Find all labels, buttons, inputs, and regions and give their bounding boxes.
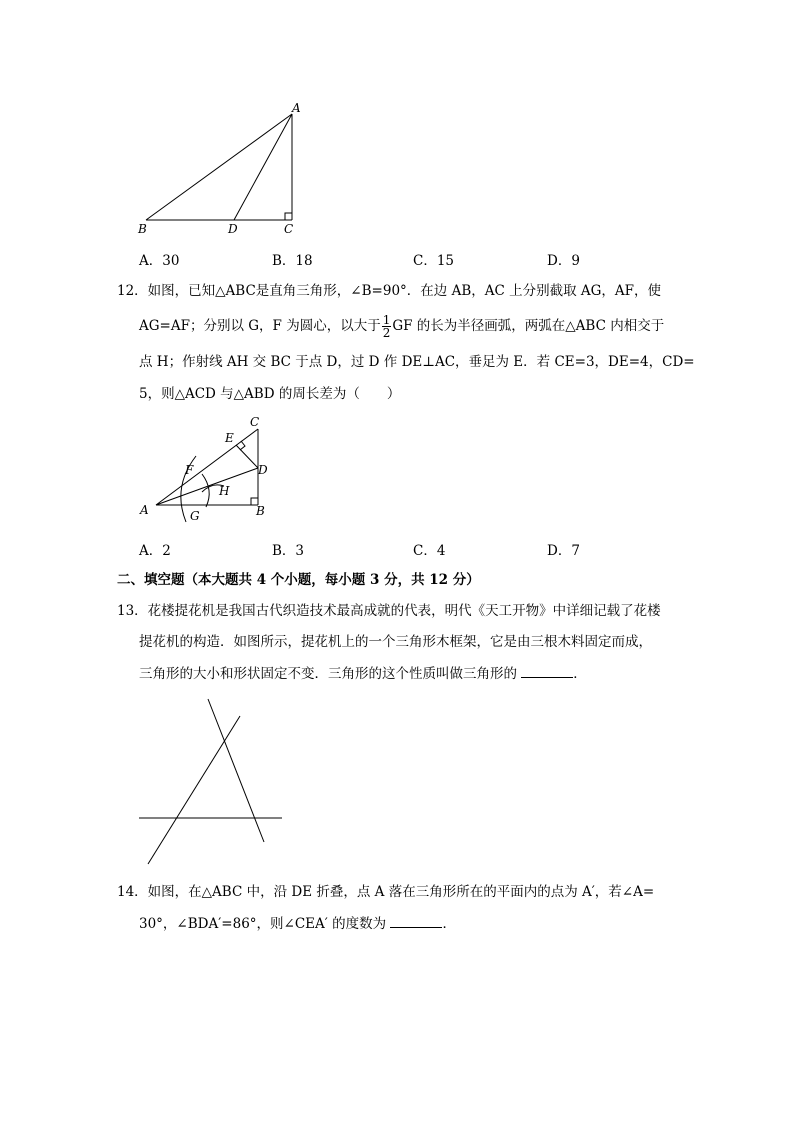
- label-C: C: [284, 222, 294, 236]
- q14-line-2: [139, 914, 456, 934]
- q12-option-a: [139, 539, 171, 559]
- q11-option-a: [139, 249, 179, 269]
- answer-blank-q13[interactable]: [521, 665, 573, 678]
- option-letter: C．: [413, 543, 437, 559]
- ray-AD: [156, 468, 258, 505]
- option-value: 18: [295, 253, 313, 269]
- beam-right: [208, 699, 264, 842]
- option-letter: A．: [139, 253, 163, 269]
- segment-AB: [146, 114, 292, 220]
- right-angle-mark: [285, 213, 292, 220]
- q12-option-d: [547, 539, 580, 559]
- figure-q11-triangle: [130, 100, 310, 240]
- fraction-numerator: 1: [382, 313, 391, 327]
- label-G: G: [190, 509, 200, 523]
- q13-line-3: [139, 664, 587, 684]
- q14-line-2-text: 30°，∠BDA′=86°，则∠CEA′ 的度数为: [139, 916, 387, 932]
- option-value: 30: [162, 253, 180, 269]
- label-A: A: [292, 101, 301, 115]
- q12-line-2: [139, 314, 664, 339]
- label-D: D: [258, 463, 268, 477]
- label-A: A: [140, 503, 149, 517]
- option-value: 2: [162, 543, 171, 559]
- answer-blank-q14[interactable]: [390, 915, 442, 928]
- fraction-one-half: [382, 314, 392, 339]
- option-value: 9: [571, 253, 580, 269]
- segment-AC: [156, 429, 258, 505]
- figure-q13-loom-triangle: [136, 696, 286, 868]
- label-B: B: [138, 222, 147, 236]
- option-letter: B．: [272, 543, 296, 559]
- option-letter: C．: [413, 253, 437, 269]
- q11-option-d: [547, 249, 580, 269]
- option-letter: D．: [547, 543, 572, 559]
- beam-left: [148, 716, 240, 864]
- label-D: D: [228, 222, 238, 236]
- option-value: 4: [436, 543, 446, 559]
- q13-line-1: 13．花楼提花机是我国古代织造技术最高成就的代表，明代《天工开物》中详细记载了花楼: [117, 603, 661, 619]
- option-value: 3: [295, 543, 305, 559]
- q14-line-1: 14．如图，在△ABC 中，沿 DE 折叠，点 A 落在三角形所在的平面内的点为 A′，若∠A=: [117, 884, 655, 900]
- q12-line-4: 5，则△ACD 与△ABD 的周长差为（ ）: [139, 386, 401, 402]
- label-H: H: [219, 484, 230, 498]
- q12-line-2-b: GF 的长为半径画弧，两弧在△ABC 内相交于: [392, 318, 665, 334]
- option-letter: B．: [272, 253, 296, 269]
- segment-AD: [234, 114, 292, 220]
- label-C: C: [250, 415, 260, 429]
- q12-option-b: [272, 539, 304, 559]
- q11-option-c: [413, 249, 454, 269]
- q13-line-3-text: 三角形的大小和形状固定不变．三角形的这个性质叫做三角形的: [139, 666, 517, 682]
- label-B: B: [256, 504, 265, 518]
- q12-line-2-a: AG=AF；分别以 G，F 为圆心，以大于: [139, 318, 381, 334]
- option-letter: D．: [547, 253, 572, 269]
- segment-DE: [236, 445, 258, 468]
- q13-line-2: 提花机的构造．如图所示，提花机上的一个三角形木框架，它是由三根木料固定而成，: [139, 634, 652, 650]
- section-2-heading: 二、填空题（本大题共 4 个小题，每小题 3 分，共 12 分）: [117, 572, 480, 588]
- figure-q12-construction: [132, 412, 282, 527]
- option-value: 7: [571, 543, 580, 559]
- fraction-denominator: 2: [382, 326, 391, 340]
- label-E: E: [225, 431, 234, 445]
- option-letter: A．: [139, 543, 163, 559]
- label-F: F: [185, 463, 194, 477]
- q12-line-1: 12．如图，已知△ABC是直角三角形，∠B=90°．在边 AB，AC 上分别截取 AG，AF，使: [117, 283, 662, 299]
- q13-period: ．: [573, 666, 587, 682]
- q12-option-c: [413, 539, 445, 559]
- option-value: 15: [436, 253, 455, 269]
- q14-period: ．: [442, 916, 456, 932]
- q12-line-3: 点 H；作射线 AH 交 BC 于点 D，过 D 作 DE⊥AC，垂足为 E．若 CE=3，DE=4，CD=: [139, 354, 695, 370]
- q11-option-b: [272, 249, 313, 269]
